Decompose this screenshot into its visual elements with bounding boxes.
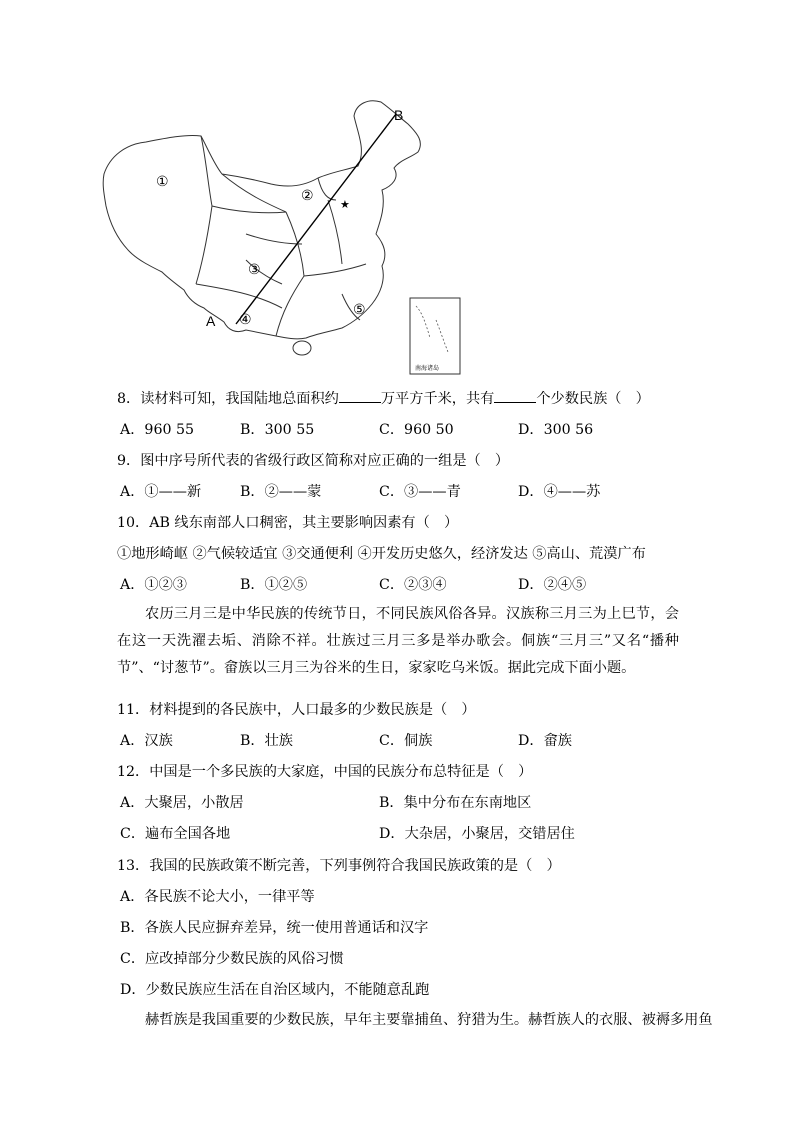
- q8-option-d: D．300 56: [518, 422, 594, 438]
- q13-option-a: A．各民族不论大小，一律平等: [120, 889, 315, 905]
- q8-stem-part3: 个少数民族（ ）: [536, 391, 650, 407]
- q10-option-b: B．①②⑤: [240, 577, 308, 593]
- ab-line: [236, 114, 396, 324]
- question-9-stem: 9．图中序号所代表的省级行政区简称对应正确的一组是（ ）: [117, 453, 510, 469]
- capital-star-icon: ★: [340, 198, 350, 211]
- q12-option-d: D．大杂居，小聚居，交错居住: [379, 826, 575, 842]
- q13-option-c: C．应改掉部分少数民族的风俗习惯: [120, 951, 344, 967]
- q9-option-a: A．①——新: [120, 484, 202, 500]
- map-label-b: B: [394, 107, 404, 123]
- south-china-sea-inset: [410, 298, 460, 374]
- q10-option-c: C．②③④: [379, 577, 447, 593]
- q11-option-a: A．汉族: [120, 733, 173, 749]
- question-10-stem: 10．AB 线东南部人口稠密，其主要影响因素有（ ）: [117, 515, 459, 531]
- inset-caption: 南海诸岛: [415, 365, 440, 372]
- map-label-a: A: [206, 313, 216, 329]
- question-8-stem: [117, 388, 650, 409]
- map-region-4: ④: [239, 312, 252, 328]
- q8-blank-count: [494, 388, 536, 403]
- china-outline: [103, 101, 420, 355]
- q12-option-a: A．大聚居，小散居: [120, 795, 244, 811]
- map-region-2: ②: [301, 188, 314, 204]
- q11-option-d: D．畲族: [518, 733, 572, 749]
- q13-option-d: D．少数民族应生活在自治区域内，不能随意乱跑: [120, 982, 430, 998]
- passage-hezhe: 赫哲族是我国重要的少数民族，早年主要靠捕鱼、狩猎为生。赫哲族人的衣服、被褥多用鱼: [145, 1012, 713, 1028]
- q11-option-b: B．壮族: [240, 733, 293, 749]
- map-region-5: ⑤: [353, 302, 366, 318]
- map-region-1: ①: [156, 174, 169, 190]
- q12-option-c: C．遍布全国各地: [120, 826, 231, 842]
- q8-stem-part2: 万平方千米，共有: [380, 391, 495, 407]
- q9-option-d: D．④——苏: [518, 484, 601, 500]
- q12-option-b: B．集中分布在东南地区: [379, 795, 532, 811]
- q10-factors: ①地形崎岖 ②气候较适宜 ③交通便利 ④开发历史悠久，经济发达 ⑤高山、荒漠广布: [117, 546, 646, 562]
- passage-sanyuesan: 农历三月三是中华民族的传统节日，不同民族风俗各异。汉族称三月三为上巳节，会在这一天洗濯去垢、消除不祥。壮族过三月三多是举办歌会。侗族“三月三”又名“播种节”、“讨葱节”。畲族以三月三为谷米的生日，家家吃乌米饭。据此完成下面小题。: [117, 606, 679, 676]
- q9-option-c: C．③——青: [379, 484, 461, 500]
- q8-blank-area: [339, 388, 381, 403]
- q8-option-c: C．960 50: [379, 422, 454, 438]
- q8-option-a: A．960 55: [120, 422, 195, 438]
- q10-option-a: A．①②③: [120, 577, 187, 593]
- question-12-stem: 12．中国是一个多民族的大家庭，中国的民族分布总特征是（ ）: [117, 764, 533, 780]
- q8-option-b: B．300 55: [240, 422, 315, 438]
- q11-option-c: C．侗族: [379, 733, 433, 749]
- q8-stem-part1: 8．读材料可知，我国陆地总面积约: [117, 391, 339, 407]
- map-region-3: ③: [248, 262, 261, 278]
- q10-option-d: D．②④⑤: [518, 577, 587, 593]
- question-11-stem: 11．材料提到的各民族中，人口最多的少数民族是（ ）: [117, 702, 476, 718]
- q13-option-b: B．各族人民应摒弃差异，统一使用普通话和汉字: [120, 920, 429, 936]
- question-13-stem: 13．我国的民族政策不断完善，下列事例符合我国民族政策的是（ ）: [117, 858, 561, 874]
- china-map-figure: [96, 94, 468, 384]
- q9-option-b: B．②——蒙: [240, 484, 322, 500]
